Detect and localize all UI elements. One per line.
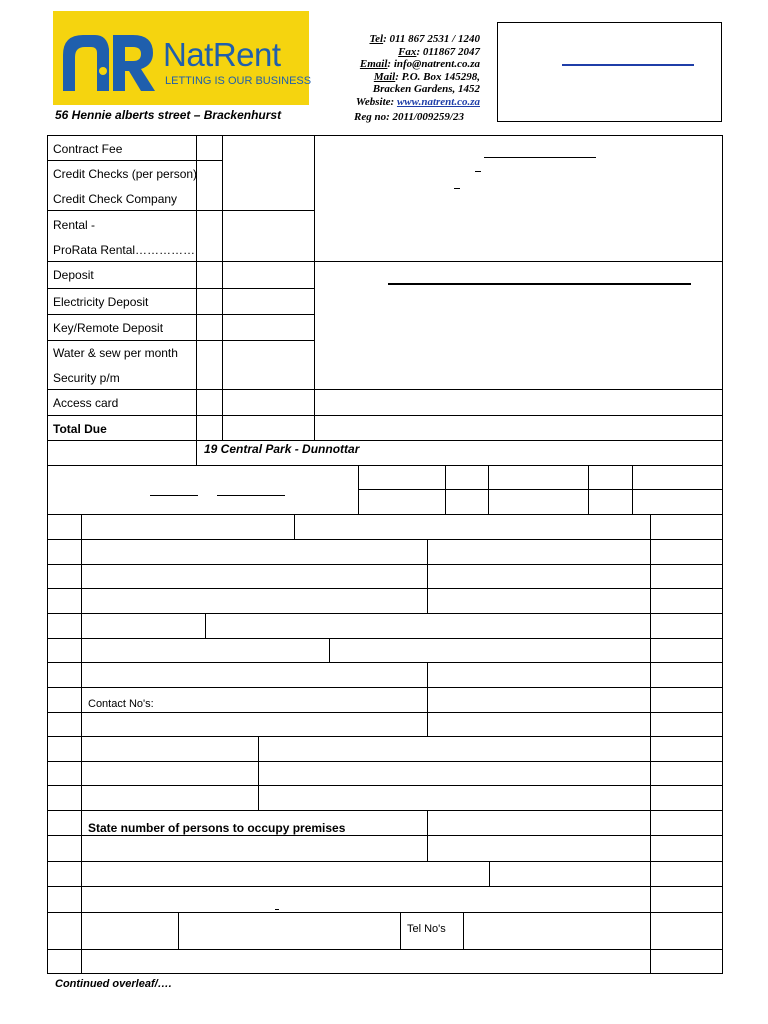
tel-nos-label: Tel No's bbox=[407, 923, 446, 935]
property-name: 19 Central Park - Dunnottar bbox=[204, 442, 360, 456]
natrent-logo-mark bbox=[61, 27, 161, 97]
contract-fee-label: Contract Fee bbox=[53, 142, 123, 156]
header-box-underline bbox=[562, 64, 694, 66]
persons-label: State number of persons to occupy premises bbox=[88, 821, 346, 835]
security-label: Security p/m bbox=[53, 371, 120, 385]
deposit-label: Deposit bbox=[53, 268, 94, 282]
access-card-label: Access card bbox=[53, 396, 119, 410]
blank-line bbox=[275, 909, 279, 910]
contact-block bbox=[318, 33, 480, 108]
rental-label: Rental - bbox=[53, 218, 96, 232]
deposit-signature-line bbox=[388, 283, 691, 285]
website-link[interactable]: www.natrent.co.za bbox=[396, 95, 480, 108]
credit-company-label: Credit Check Company bbox=[53, 192, 178, 206]
water-sew-label: Water & sew per month bbox=[53, 346, 178, 360]
contact-nos-label: Contact No's: bbox=[88, 698, 154, 710]
blank-line bbox=[475, 171, 481, 172]
reg-number: Reg no: 2011/009259/23 bbox=[353, 111, 464, 123]
blank-line bbox=[150, 495, 198, 496]
key-remote-deposit-label: Key/Remote Deposit bbox=[53, 321, 164, 335]
credit-checks-label: Credit Checks (per person) bbox=[53, 167, 198, 181]
electricity-deposit-label: Electricity Deposit bbox=[53, 295, 149, 309]
header-right-box bbox=[497, 22, 722, 122]
applicant-form bbox=[47, 514, 723, 974]
email-value[interactable]: : info@natrent.co.za bbox=[387, 58, 480, 70]
tel-value: : 011 867 2531 / 1240 bbox=[383, 33, 480, 45]
natrent-logo bbox=[53, 11, 312, 105]
mail-value: : P.O. Box 145298, bbox=[395, 70, 480, 83]
brand-tagline: LETTING IS OUR BUSINESS bbox=[165, 75, 312, 87]
footer-continued: Continued overleaf/…. bbox=[55, 978, 172, 990]
property-details bbox=[47, 465, 723, 515]
blank-line bbox=[217, 495, 285, 496]
total-due-label: Total Due bbox=[53, 422, 107, 436]
tel-label: Tel bbox=[369, 33, 384, 45]
mail-line2: Bracken Gardens, 1452 bbox=[372, 83, 480, 95]
office-address: 56 Hennie alberts street – Brackenhurst bbox=[55, 108, 282, 122]
mail-label: Mail bbox=[373, 70, 396, 83]
property-row bbox=[47, 440, 723, 466]
brand-name: NatRent bbox=[163, 36, 281, 73]
fax-value: : 011867 2047 bbox=[416, 45, 480, 58]
prorata-label: ProRata Rental…………… bbox=[53, 243, 196, 257]
fax-label: Fax bbox=[398, 45, 417, 58]
blank-line bbox=[484, 157, 596, 158]
email-label: Email bbox=[359, 58, 388, 70]
website-label: Website: bbox=[355, 95, 397, 108]
blank-line bbox=[454, 188, 460, 189]
